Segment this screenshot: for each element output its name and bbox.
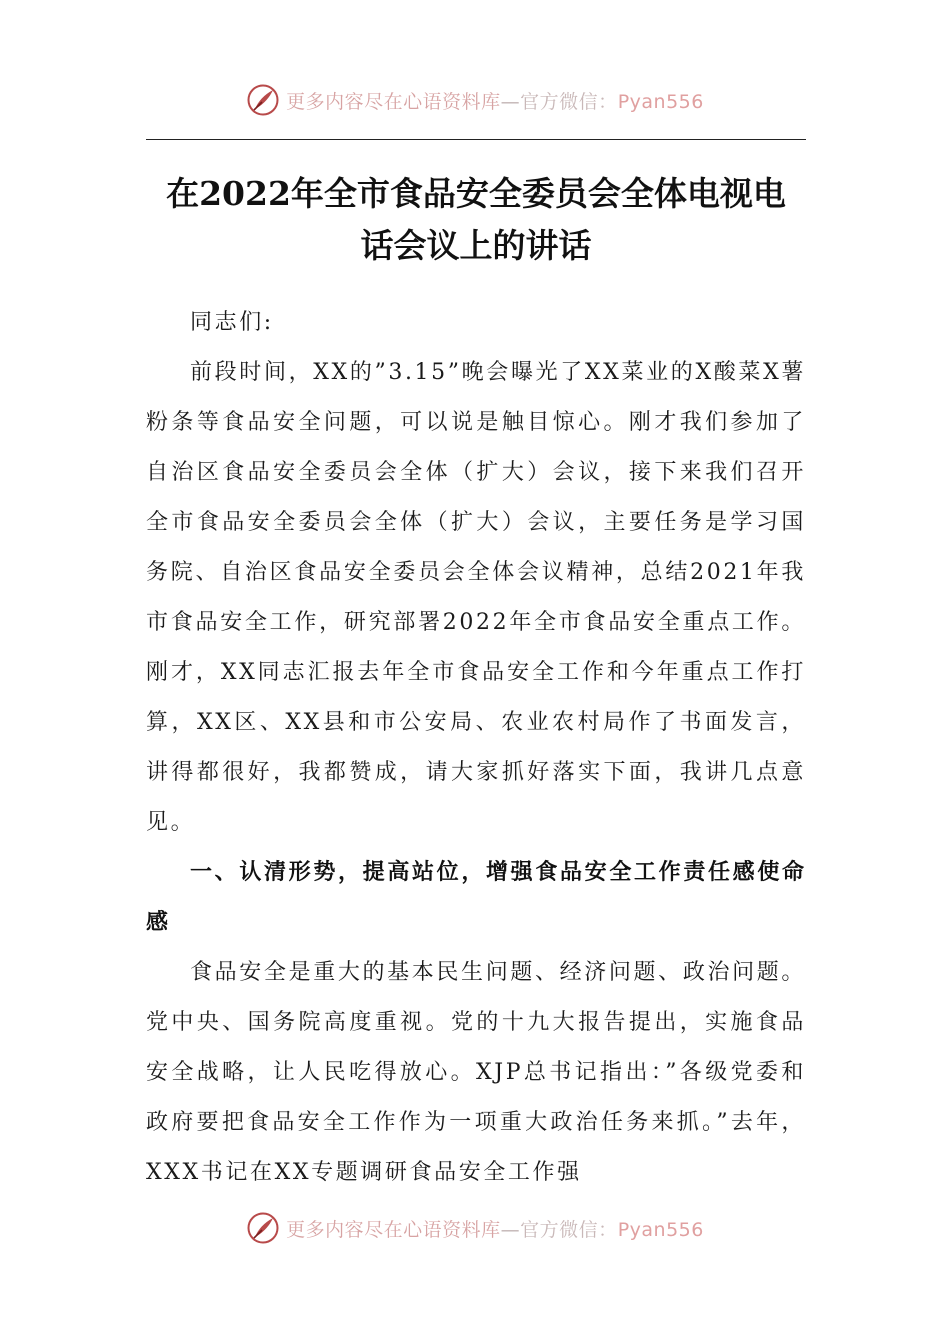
title-line-2: 话会议上的讲话	[360, 226, 592, 265]
header-banner	[0, 80, 950, 120]
footer-banner-wechat-label: 官方微信：	[520, 1218, 618, 1241]
quill-pen-icon	[246, 83, 280, 117]
banner-dash: —	[500, 90, 521, 113]
paragraph-1: 前段时间，XX的”3.15”晚会曝光了XX菜业的X酸菜X薯粉条等食品安全问题，可以说是触目惊心。刚才我们参加了自治区食品安全委员会全体（扩大）会议，接下来我们召开全市食品安全委员会全体（扩大）会议，主要任务是学习国务院、自治区食品安全委员会全体会议精神，总结2021年我市食品安全工作，研究部署2022年全市食品安全重点工作。刚才，XX同志汇报去年全市食品安全工作和今年重点工作打算，XX区、XX县和市公安局、农业农村局作了书面发言，讲得都很好，我都赞成，请大家抓好落实下面，我讲几点意见。	[146, 360, 806, 835]
banner-wechat-label: 官方微信：	[520, 90, 618, 113]
footer-banner	[0, 1208, 950, 1248]
banner-brand: 更多内容尽在心语资料库	[286, 90, 501, 113]
salutation: 同志们:	[190, 310, 274, 335]
quill-pen-icon	[246, 1211, 280, 1245]
section-heading-1: 一、认清形势，提高站位，增强食品安全工作责任感使命感	[146, 860, 806, 935]
footer-banner-dash: —	[500, 1218, 521, 1241]
footer-banner-text	[286, 1215, 704, 1242]
banner-text	[286, 87, 704, 114]
document-body	[146, 298, 806, 1198]
footer-banner-wechat-id: Pyan556	[617, 1218, 704, 1241]
banner-wechat-id: Pyan556	[617, 90, 704, 113]
footer-banner-brand: 更多内容尽在心语资料库	[286, 1218, 501, 1241]
page-title	[140, 168, 812, 272]
paragraph-2: 食品安全是重大的基本民生问题、经济问题、政治问题。党中央、国务院高度重视。党的十九大报告提出，实施食品安全战略，让人民吃得放心。XJP总书记指出：”各级党委和政府要把食品安全工作作为一项重大政治任务来抓。”去年，XXX书记在XX专题调研食品安全工作强	[146, 960, 806, 1185]
title-line-1: 在2022年全市食品安全委员会全体电视电	[166, 174, 786, 213]
header-divider	[146, 139, 806, 140]
